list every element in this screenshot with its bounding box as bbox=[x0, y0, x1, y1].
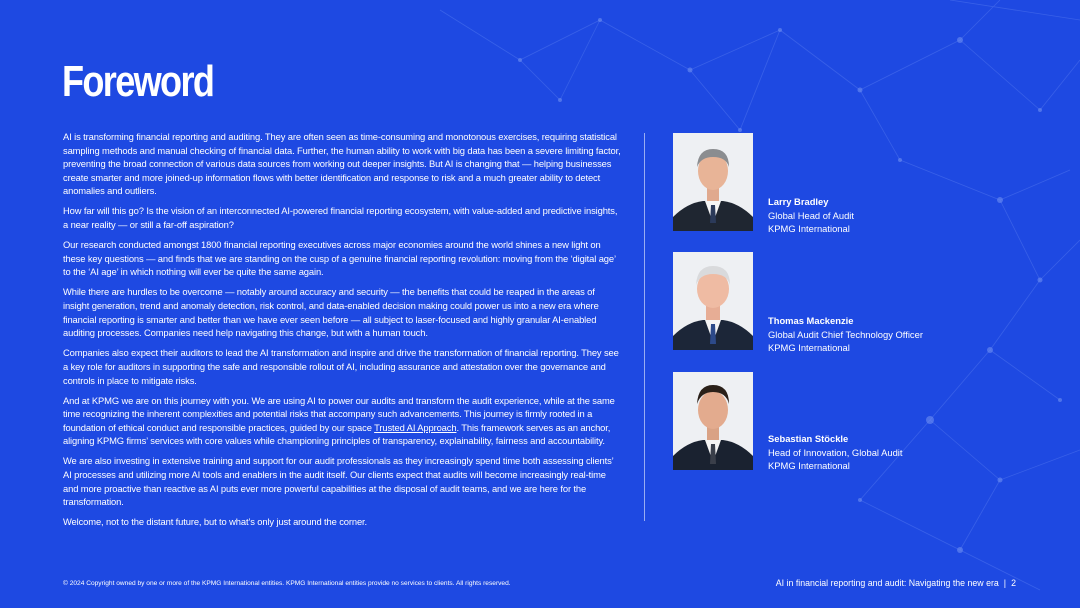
person-info bbox=[768, 432, 1008, 473]
portrait-photo bbox=[673, 133, 753, 231]
person-info bbox=[768, 195, 1008, 236]
column-divider bbox=[644, 133, 645, 521]
paragraph-8: Welcome, not to the distant future, but to what’s only just around the corner. bbox=[63, 516, 368, 528]
paragraph-7: We are also investing in extensive training and support for our audit professionals as they increasingly spend time both assessing clients’ AI processes and utilizing more AI tools and enablers in the audit itself. Our clients expect that audits will become increasingly real-time and more proactive than reactive as AI puts ever more powerful capabilities at the disposal of audit teams, and we are here for the transformation. bbox=[63, 455, 614, 508]
person-role: Global Audit Chief Technology Officer bbox=[768, 328, 923, 340]
person-org: KPMG International bbox=[768, 223, 850, 234]
person-name: Larry Bradley bbox=[768, 196, 829, 207]
footer-separator: | bbox=[1003, 578, 1007, 588]
report-title: AI in financial reporting and audit: Navigating the new era bbox=[775, 578, 999, 588]
paragraph-6-lead: And at KPMG we are on this journey with you. We are using AI to power our audits and transform the audit experience, while at the same time recognizing the inherent complexities and potential risks that accompany such advancements. This journey is firmly rooted in a foundation of ethical conduct and responsible practices, guided by our space bbox=[63, 394, 615, 433]
paragraph-2: How far will this go? Is the vision of an interconnected AI-powered financial reporting ecosystem, with value-added and predictive insights, a near reality — or still a far-off aspiration? bbox=[63, 205, 618, 231]
page-number: 2 bbox=[1011, 578, 1016, 588]
person-org: KPMG International bbox=[768, 460, 850, 471]
portrait-photo bbox=[673, 372, 753, 470]
person-name: Sebastian Stöckle bbox=[768, 433, 849, 444]
paragraph-6-tail: . This framework serves as an anchor, aligning KPMG firms’ services with core values while championing principles of transparency, explainability, fairness and accountability. bbox=[63, 421, 611, 447]
person-org: KPMG International bbox=[768, 342, 850, 353]
person-info bbox=[768, 314, 1008, 355]
paragraph-3: Our research conducted amongst 1800 financial reporting executives across major economies around the world shines a new light on these key questions — and finds that we are standing on the cusp of a genuine financial reporting revolution: moving from the ‘digital age’ to the ‘AI age’ in which nothing will ever be quite the same again. bbox=[63, 239, 616, 278]
portrait-photo bbox=[673, 252, 753, 350]
person-role: Global Head of Audit bbox=[768, 209, 854, 221]
person-role: Head of Innovation, Global Audit bbox=[768, 446, 903, 458]
trusted-ai-approach-link[interactable]: Trusted AI Approach bbox=[374, 421, 457, 433]
footer-report-info bbox=[776, 577, 1016, 589]
copyright-notice: © 2024 Copyright owned by one or more of the KPMG International entities. KPMG International entities provide no services to clients. All rights reserved. bbox=[63, 580, 511, 587]
paragraph-1: AI is transforming financial reporting and auditing. They are often seen as time-consuming and monotonous exercises, requiring statistical sampling methods and manual checking of financial data. Further, the human ability to work with big data has been a severe limiting factor, preventing the broad connection of various data sources from working out deeper insights. But AI is changing that — helping businesses create smarter and more joined-up information flows with better identification and response to risk and a much greater ability to detect anomalies and outliers. bbox=[63, 131, 621, 197]
page-title: Foreword bbox=[62, 57, 214, 106]
paragraph-4: While there are hurdles to be overcome — notably around accuracy and security — the benefits that could be reaped in the areas of insight generation, trend and anomaly detection, risk control, and data-enabled decision making could power us into a new era where financial reporting is smarter and better than we have ever seen before — all subject to laser-focused and highly granular AI-enabled auditing processes. Companies need help navigating this change, but with a human touch. bbox=[63, 286, 599, 339]
paragraph-5: Companies also expect their auditors to lead the AI transformation and inspire and drive the transformation of financial reporting. They see a key role for auditors in supporting the safe and responsible rollout of AI, including assurance and attestation over the governance and controls in place to mitigate risks. bbox=[63, 347, 619, 386]
foreword-body bbox=[63, 130, 623, 535]
paragraph-6 bbox=[63, 394, 623, 448]
person-name: Thomas Mackenzie bbox=[768, 315, 854, 326]
